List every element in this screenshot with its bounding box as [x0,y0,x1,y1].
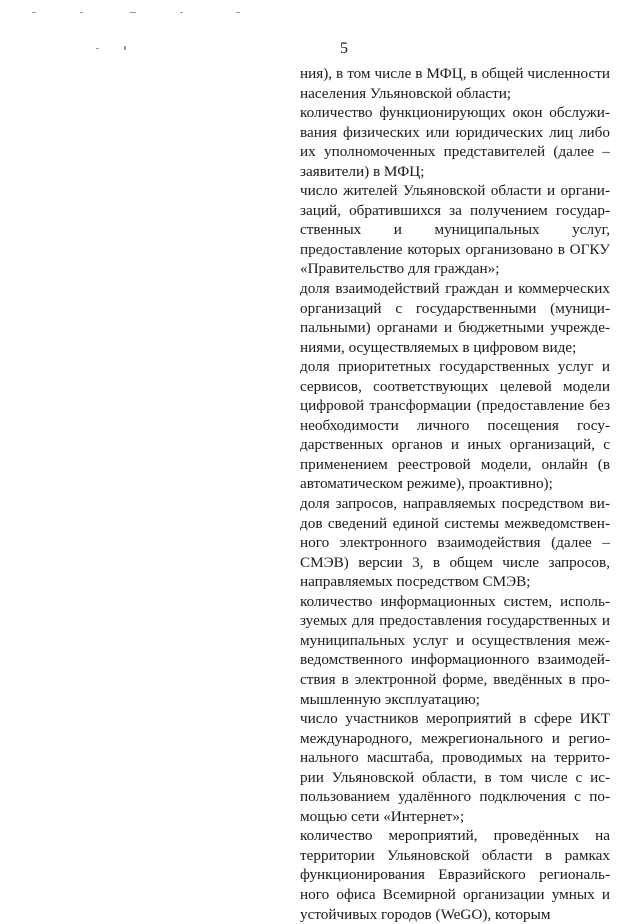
paragraph: количество информационных систем, используемых для предоставления государственных и муниципальных услуг и осуществления межведомственного информационного взаимодействия в электронной форме, введённых в промышленную эксплуатацию; [300,592,610,708]
scan-mark [80,12,83,13]
document-body [300,64,610,924]
scan-mark [32,12,36,13]
paragraph: доля приоритетных государственных услуг и сервисов, соответствующих целевой модели цифровой трансформации (предоставление без необходимости личного посещения государственных органов и иных организаций, с применением реестровой модели, онлайн (в автоматическом режиме), проактивно); [300,358,610,493]
paragraph: количество функционирующих окон обслуживания физических или юридических лиц либо их уполномоченных представителей (далее – заявители) в МФЦ; [300,104,610,180]
scan-mark [236,12,240,13]
scan-mark [130,12,136,13]
paragraph: ния), в том числе в МФЦ, в общей численности населения Ульяновской области; [300,65,610,102]
page-number: 5 [340,40,348,57]
paragraph: число жителей Ульяновской области и организаций, обратившихся за получением государственных и муниципальных услуг, предоставление которых организовано в ОГКУ «Правительство для граждан»; [300,182,610,278]
paragraph: количество мероприятий, проведённых на территории Ульяновской области в рамках функционирования Евразийского регионального офиса Всемирной организации умных и устойчивых городов (WeGO), которым [300,827,610,923]
paragraph: доля запросов, направляемых посредством видов сведений единой системы межведомственного электронного взаимодействия (далее – СМЭВ) версии 3, в общем числе запросов, направляемых посредством СМЭВ; [300,495,610,591]
scan-mark [96,48,99,49]
scan-mark [124,46,126,50]
scan-mark [180,12,183,13]
paragraph: число участников мероприятий в сфере ИКТ международного, межрегионального и регионального масштаба, проводимых на территории Ульяновской области, в том числе с использованием удалённого подключения с помощью сети «Интернет»; [300,710,610,825]
paragraph: доля взаимодействий граждан и коммерческих организаций с государственными (муниципальными) органами и бюджетными учреждениями, осуществляемых в цифровом виде; [300,280,610,356]
